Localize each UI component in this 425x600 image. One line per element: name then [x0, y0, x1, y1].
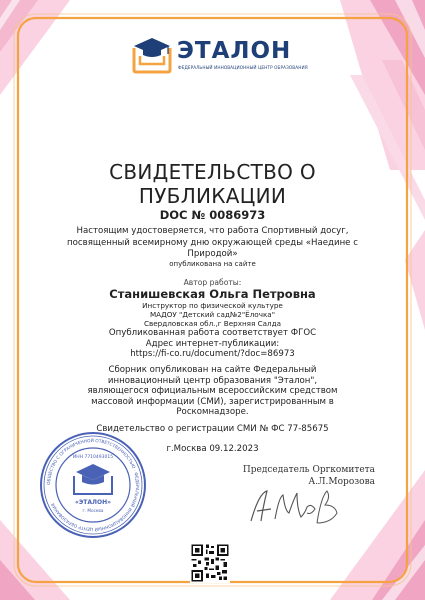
- logo-name: ЭТАЛОН: [177, 38, 292, 64]
- organization-seal: [38, 430, 148, 540]
- qr-code[interactable]: [190, 543, 230, 583]
- signatory-name: А.Л.Морозова: [308, 477, 375, 487]
- certificate-title: СВИДЕТЕЛЬСТВО О ПУБЛИКАЦИИ: [109, 160, 316, 208]
- fgos-note: Опубликованная работа соответствует ФГОС: [108, 328, 317, 338]
- author-organization: МАДОУ "Детский сад№2"Ёлочка": [149, 310, 276, 319]
- certificate-intro: Настоящим удостоверяется, что работа Спортивный досуг, посвященный всемирному дню окружающей среды «Наедине с Природой»: [67, 226, 358, 259]
- document-number: DOC № 0086973: [159, 208, 266, 222]
- seal-inn: ИНН 7710493015: [72, 455, 114, 460]
- publication-url[interactable]: https://fi-co.ru/document/?doc=86973: [130, 349, 295, 359]
- seal-name: «ЭТАЛОН»: [75, 499, 111, 506]
- address-label: Адрес интернет-публикации:: [145, 338, 280, 349]
- author-position: Инструктор по физической культуре: [142, 301, 283, 310]
- published-note: опубликована на сайте: [169, 260, 256, 268]
- etalon-logo: [130, 34, 308, 76]
- seal-city: г. Москва: [82, 508, 104, 513]
- seal-ring-text: ОБЩЕСТВО С ОГРАНИЧЕННОЙ ОТВЕТСТВЕННОСТЬЮ · ФЕДЕРАЛЬНЫЙ ИННОВАЦИОННЫЙ ЦЕНТР ОБРАЗОВАНИЯ: [46, 438, 140, 532]
- author-name: Станишевская Ольга Петровна: [109, 287, 316, 301]
- signatory-title: Председатель Оргкомитета: [242, 465, 375, 475]
- collection-note: Сборник опубликован на сайте Федеральный инновационный центр образования "Эталон", являющегося официальным всероссийским средством массовой информации (СМИ), зарегистрированным в Роскомнадзоре.: [87, 365, 338, 417]
- author-location: Свердловская обл.,г Верхняя Салда: [144, 319, 281, 328]
- place-date: г.Москва 09.12.2023: [166, 444, 259, 454]
- author-details: [60, 301, 365, 328]
- author-label: Автор работы:: [183, 278, 242, 287]
- logo-subtitle: ФЕДЕРАЛЬНЫЙ ИННОВАЦИОННЫЙ ЦЕНТР ОБРАЗОВАНИЯ: [178, 65, 308, 70]
- handwritten-signature: [245, 483, 345, 529]
- publication-info: [60, 328, 365, 360]
- graduation-cap-icon: [130, 34, 174, 74]
- registration-note: Свидетельство о регистрации СМИ № ФС 77-85675: [96, 424, 329, 434]
